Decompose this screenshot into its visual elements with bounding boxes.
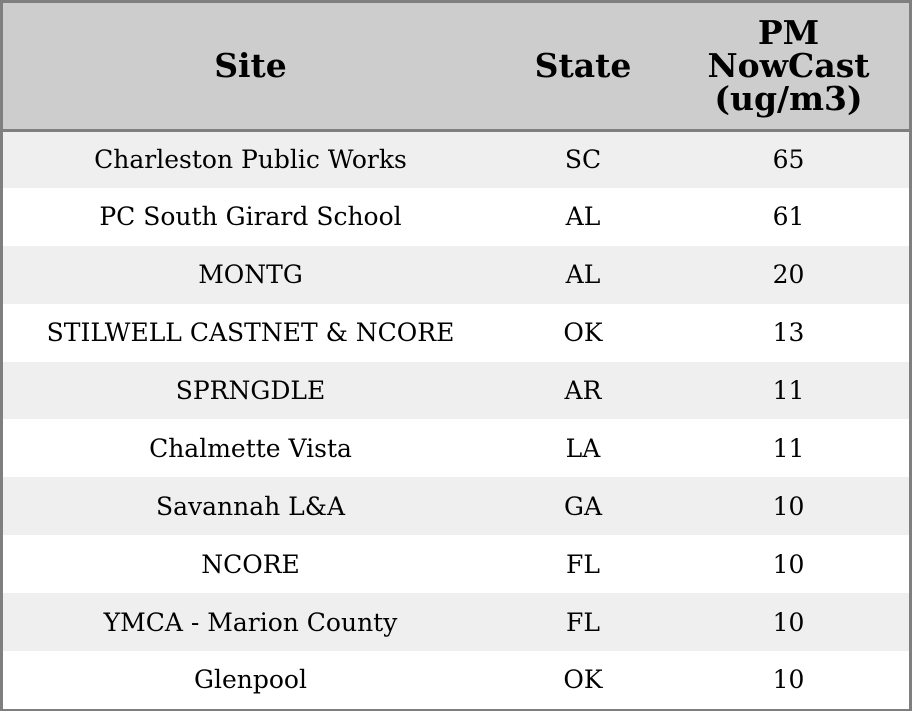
table-row [3, 130, 909, 188]
cell-state: AL [565, 260, 601, 290]
table-header [3, 3, 909, 130]
cell-site: MONTG [198, 260, 303, 290]
cell-site: Savannah L&A [155, 491, 346, 521]
cell-state: OK [563, 318, 603, 348]
cell-state: OK [563, 665, 603, 695]
cell-site: SPRNGDLE [175, 376, 326, 405]
cell-pm: 11 [772, 433, 805, 463]
cell-pm: 10 [772, 665, 805, 695]
table-row [3, 651, 909, 709]
data-table [3, 3, 909, 709]
table-row [3, 304, 909, 362]
cell-site: Glenpool [194, 665, 307, 695]
table-body [3, 130, 909, 709]
cell-pm: 10 [772, 549, 805, 579]
header-pm-nowcast [668, 3, 909, 130]
header-pm-line1: PM [757, 13, 820, 53]
header-state: State [498, 3, 668, 130]
table-row [3, 593, 909, 651]
header-pm-line3: (ug/m3) [714, 79, 863, 119]
cell-pm: 10 [772, 491, 805, 521]
cell-site: Chalmette Vista [149, 433, 352, 463]
table-row [3, 188, 909, 246]
cell-site: STILWELL CASTNET & NCORE [46, 318, 455, 348]
cell-state: SC [564, 145, 602, 175]
cell-pm: 61 [772, 202, 805, 232]
cell-pm: 65 [772, 145, 805, 175]
table-row [3, 362, 909, 420]
cell-state: GA [563, 491, 603, 521]
cell-state: FL [566, 607, 600, 637]
cell-site: YMCA - Marion County [103, 607, 398, 637]
cell-site: Charleston Public Works [94, 145, 407, 175]
cell-state: AR [564, 376, 602, 405]
cell-site: NCORE [201, 549, 300, 579]
cell-site: PC South Girard School [99, 202, 402, 232]
cell-pm: 10 [772, 607, 805, 637]
cell-state: FL [566, 549, 600, 579]
table-row [3, 535, 909, 593]
table-row [3, 246, 909, 304]
header-pm-line2: NowCast [707, 46, 870, 86]
table-row [3, 477, 909, 535]
cell-state: AL [565, 202, 601, 232]
cell-pm: 20 [772, 260, 805, 290]
table-row [3, 419, 909, 477]
header-site: Site [3, 3, 498, 130]
cell-state: LA [565, 433, 601, 463]
cell-pm: 11 [772, 376, 805, 405]
header-row [3, 3, 909, 130]
cell-pm: 13 [772, 318, 805, 348]
